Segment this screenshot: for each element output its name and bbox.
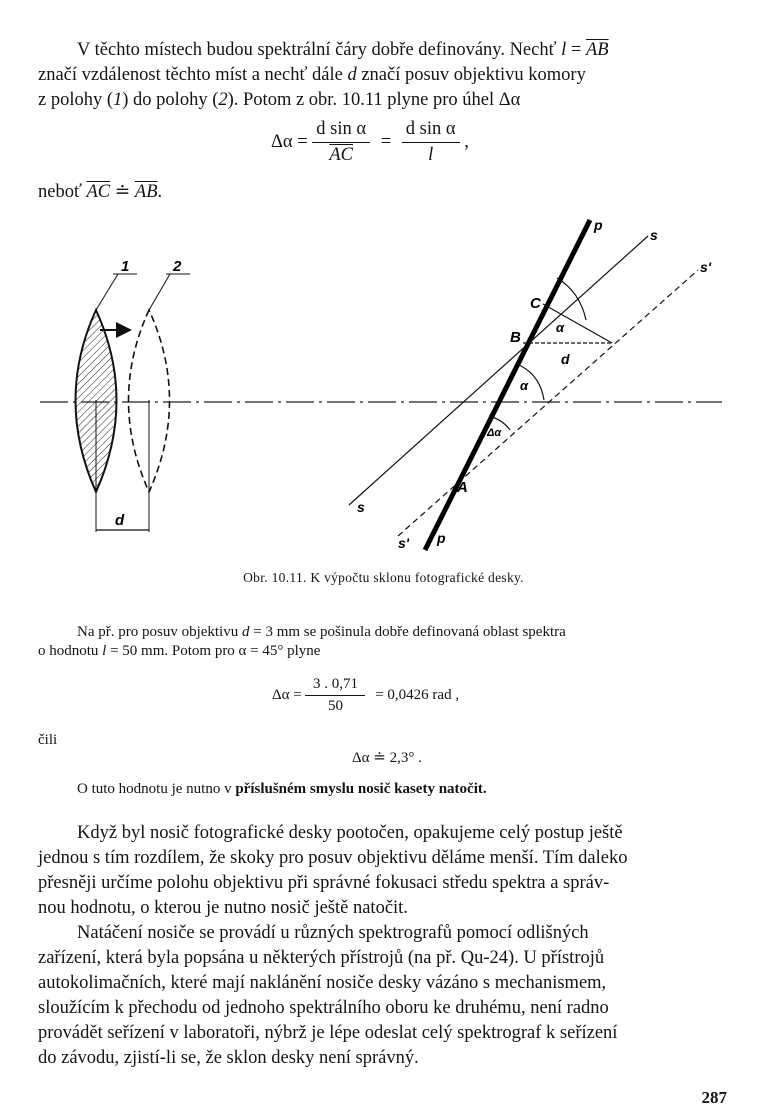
para2-line-3: autokolimačních, které mají naklánění nosiče desky vázáno s mechanismem, (38, 973, 607, 993)
label-s-top: s (650, 227, 658, 243)
label-p-top: p (594, 217, 603, 233)
cili-word: čili (38, 732, 58, 748)
label-B: B (510, 329, 521, 346)
eq1-num1: d sin α (316, 119, 367, 139)
ray-s (349, 236, 648, 505)
eq2-fraction (305, 674, 365, 717)
eq1-equals: = (380, 131, 392, 152)
label-alpha-top: α (556, 320, 565, 335)
eq2-num: 3 . 0,71 (312, 676, 358, 692)
para1-line-4: nou hodnotu, o kterou je nutno nosič ještě natočit. (38, 898, 408, 918)
label-d-bottom: d (115, 512, 125, 529)
para1-line-1: Když byl nosič fotografické desky pootočen, opakujeme celý postup ještě (77, 823, 623, 843)
para1-line-2: jednou s tím rozdílem, že skoky pro posuv objektivu děláme menší. Tím daleko (38, 848, 628, 868)
eq2-rhs: = 0,0426 rad , (375, 687, 460, 703)
rotate-note: O tuto hodnotu je nutno v příslušném smyslu nosič kasety natočit. (77, 781, 487, 797)
ray-s-prime (398, 270, 698, 536)
label-p-bottom: p (437, 530, 446, 546)
intro-line-3: z polohy (1) do polohy (2). Potom z obr. 10.11 plyne pro úhel Δα (38, 90, 521, 110)
para1-line-3: přesněji určíme polohu objektivu při správné fokusaci středu spektra a správ- (38, 873, 610, 893)
para2-line-6: do závodu, zjistí-li se, že sklon desky není správný. (38, 1048, 419, 1068)
eq2-den: 50 (305, 695, 365, 717)
label-s1-bottom: s' (398, 535, 410, 551)
label-A: A (457, 479, 468, 496)
plate-p (425, 220, 590, 550)
page-number: 287 (701, 1088, 727, 1107)
leader-2 (149, 274, 170, 310)
equation-example (272, 674, 459, 717)
eq1-fraction-1 (312, 117, 370, 167)
figure-10-11 (0, 200, 767, 560)
label-alpha-mid: α (520, 378, 529, 393)
label-d-mid: d (561, 351, 570, 367)
because-line: neboť $\overline{AC}$ ≐ $\overline{AB}$. (38, 182, 163, 202)
label-s1-top: s' (700, 259, 712, 275)
para2-line-4: sloužícím k přechodu od jednoho spektrálního oboru ke druhému, není radno (38, 998, 609, 1018)
para2-line-5: provádět seřízení v laboratoři, nýbrž je lépe odeslat celý spektrograf k seřízení (38, 1023, 618, 1043)
figure-caption: Obr. 10.11. K výpočtu sklonu fotografické desky. (243, 570, 524, 585)
equation-result: Δα ≐ 2,3° . (352, 750, 422, 766)
eq1-num2: d sin α (405, 119, 456, 139)
eq1-den1: AC (312, 142, 370, 168)
example-line-1: Na př. pro posuv objektivu d = 3 mm se pošinula dobře definovaná oblast spektra (77, 624, 566, 640)
para2-line-2: zařízení, která byla popsána u některých přístrojů (na př. Qu-24). U přístrojů (38, 948, 605, 968)
line-C-perp (543, 304, 612, 343)
label-dalpha: Δα (487, 427, 502, 439)
label-C: C (530, 295, 541, 312)
eq1-tail: , (464, 131, 469, 152)
label-lens-1: 1 (121, 258, 130, 275)
leader-1 (96, 274, 118, 310)
eq2-lhs: Δα = (272, 687, 302, 703)
intro-line-1: V těchto místech budou spektrální čáry dobře definovány. Nechť $l = \overline{AB}$ (77, 40, 609, 60)
equation-delta-alpha (271, 117, 469, 167)
example-line-2: o hodnotu l = 50 mm. Potom pro α = 45° plyne (38, 643, 321, 659)
intro-line-2: značí vzdálenost těchto míst a nechť dále d značí posuv objektivu komory (38, 65, 586, 85)
eq1-lhs: Δα = (271, 131, 308, 152)
label-lens-2: 2 (173, 258, 182, 275)
eq1-den2: l (402, 142, 460, 168)
eq1-fraction-2 (402, 117, 460, 167)
label-s-bottom: s (357, 499, 365, 515)
para2-line-1: Natáčení nosiče se provádí u různých spektrografů pomocí odlišných (77, 923, 589, 943)
